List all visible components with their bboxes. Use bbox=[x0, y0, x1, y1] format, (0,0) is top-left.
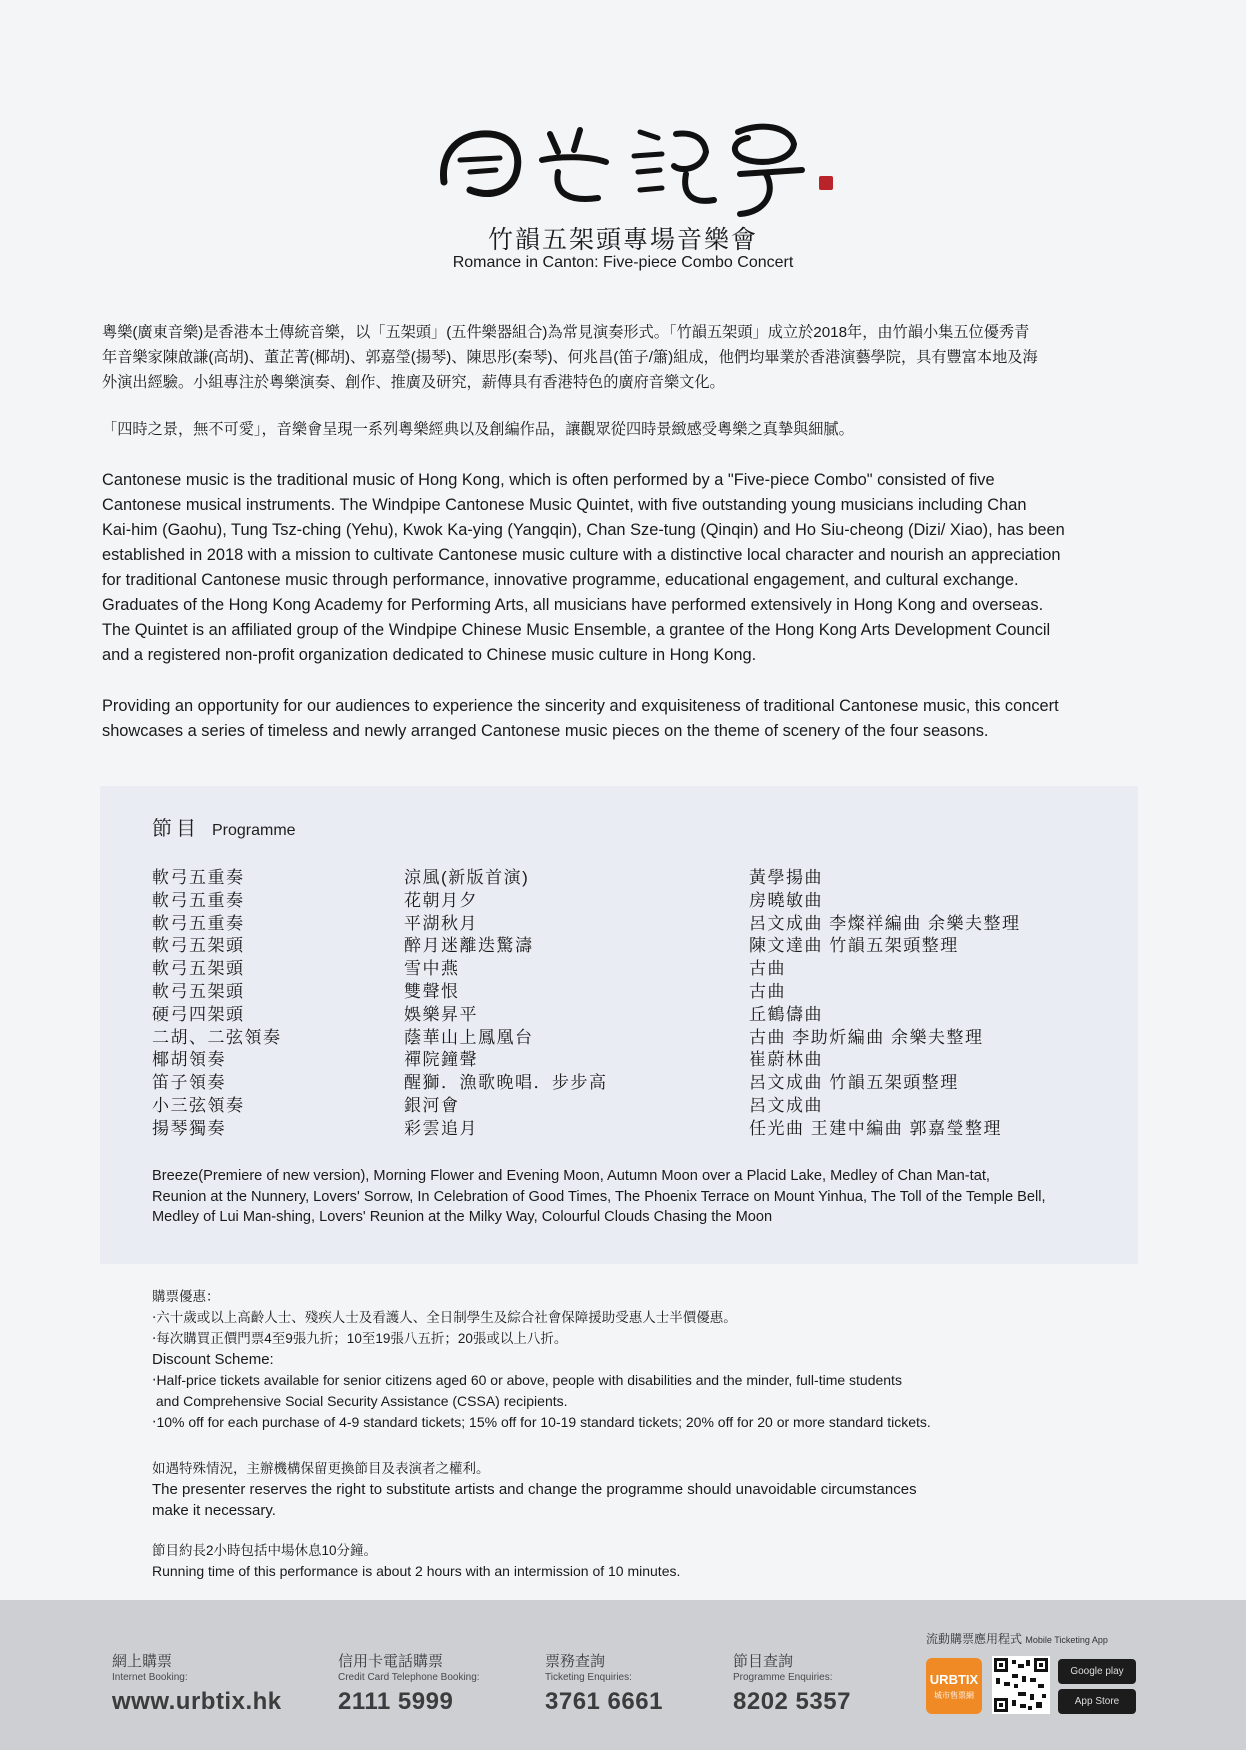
phone-booking-label-zh: 信用卡電話購票 bbox=[338, 1653, 444, 1670]
programme-credit: 古曲 bbox=[749, 981, 786, 1001]
text-line: Cantonese music is the traditional music of Hong Kong, which is often performed by a "Five-piece Combo" consisted of five bbox=[102, 471, 995, 489]
programme-title: 雙聲恨 bbox=[404, 981, 460, 1001]
programme-row bbox=[152, 935, 1112, 958]
programme-list bbox=[152, 867, 1112, 1141]
programme-credit: 呂文成曲 bbox=[749, 1095, 823, 1115]
programme-row bbox=[152, 890, 1112, 913]
red-seal-stamp bbox=[819, 176, 833, 190]
discount-item-en: ‧10% off for each purchase of 4-9 standard tickets; 15% off for 10-19 standard tickets; 20% off for 20 or more standard tickets. bbox=[152, 1414, 931, 1430]
programme-instrumentation: 軟弓五重奏 bbox=[152, 868, 245, 887]
calligraphy-logo bbox=[430, 112, 830, 222]
programme-instrumentation: 軟弓五架頭 bbox=[152, 936, 245, 956]
programme-credit: 呂文成曲 竹韻五架頭整理 bbox=[749, 1073, 959, 1093]
programme-credit: 黃學揚曲 bbox=[749, 868, 823, 887]
runtime-note-en: Running time of this performance is about 2 hours with an intermission of 10 minutes. bbox=[152, 1563, 681, 1579]
programme-enquiries bbox=[733, 1650, 851, 1716]
ticketing-enquiries-number: 3761 6661 bbox=[545, 1688, 663, 1715]
programme-row bbox=[152, 1004, 1112, 1027]
internet-booking bbox=[112, 1650, 282, 1716]
discount-scheme bbox=[152, 1286, 1152, 1433]
programme-title: 禪院鐘聲 bbox=[404, 1050, 478, 1070]
intro-zh-paragraph-1 bbox=[102, 320, 1142, 395]
programme-row bbox=[152, 1027, 1112, 1050]
programme-title: 蔭華山上鳳凰台 bbox=[404, 1027, 534, 1047]
text-line: Medley of Lui Man-shing, Lovers' Reunion at the Milky Way, Colourful Clouds Chasing the Moon bbox=[152, 1209, 773, 1225]
internet-booking-url[interactable]: www.urbtix.hk bbox=[112, 1688, 282, 1715]
discount-item-en: and Comprehensive Social Security Assistance (CSSA) recipients. bbox=[152, 1393, 568, 1409]
discount-item-zh: ‧六十歲或以上高齡人士、殘疾人士及看護人、全日制學生及綜合社會保障援助受惠人士半價優惠。 bbox=[152, 1310, 737, 1325]
programme-row bbox=[152, 1118, 1112, 1141]
programme-credit: 崔蔚林曲 bbox=[749, 1050, 823, 1070]
programme-credit: 陳文達曲 竹韻五架頭整理 bbox=[749, 936, 959, 956]
discount-item-zh: ‧每次購買正價門票4至9張九折；10至19張八五折；20張或以上八折。 bbox=[152, 1331, 568, 1346]
programme-instrumentation: 軟弓五重奏 bbox=[152, 913, 245, 933]
presenter-note-zh: 如遇特殊情況，主辦機構保留更換節目及表演者之權利。 bbox=[152, 1461, 490, 1476]
programme-instrumentation: 軟弓五重奏 bbox=[152, 890, 245, 910]
concert-title-zh: 竹韻五架頭專場音樂會 bbox=[487, 226, 758, 254]
programme-credit: 房曉敏曲 bbox=[749, 890, 823, 910]
programme-instrumentation: 二胡、二弦領奏 bbox=[152, 1027, 282, 1047]
urbtix-logo-text: URBTIX bbox=[929, 1672, 979, 1687]
text-line: The Quintet is an affiliated group of the Windpipe Chinese Music Ensemble, a grantee of the Hong Kong Arts Development Council bbox=[102, 621, 1051, 639]
phone-booking-number: 2111 5999 bbox=[338, 1688, 454, 1715]
programme-credit: 古曲 李助炘編曲 余樂夫整理 bbox=[749, 1027, 984, 1047]
text-line: established in 2018 with a mission to cultivate Cantonese music culture with a distinctive local character and nourish an appreciation bbox=[102, 546, 1061, 564]
mobile-app-label bbox=[926, 1630, 1108, 1647]
programme-title: 銀河會 bbox=[404, 1095, 460, 1115]
text-line: for traditional Cantonese music through performance, innovative programme, educational engagement, and cultural exchange. bbox=[102, 571, 1019, 589]
programme-instrumentation: 揚琴獨奏 bbox=[152, 1118, 226, 1138]
programme-enquiries-label-zh: 節目查詢 bbox=[733, 1653, 794, 1670]
urbtix-app-icon[interactable] bbox=[926, 1658, 982, 1714]
discount-heading-en: Discount Scheme: bbox=[152, 1351, 274, 1368]
programme-heading bbox=[152, 812, 296, 841]
text-line: 年音樂家陳啟謙(高胡)、董芷菁(椰胡)、郭嘉瑩(揚琴)、陳思彤(秦琴)、何兆昌(笛子/簫)組成，他們均畢業於香港演藝學院，具有豐富本地及海 bbox=[102, 349, 1038, 366]
internet-booking-label-en: Internet Booking: bbox=[112, 1672, 188, 1683]
programme-credit: 古曲 bbox=[749, 959, 786, 979]
programme-enquiries-label-en: Programme Enquiries: bbox=[733, 1672, 833, 1683]
programme-instrumentation: 軟弓五架頭 bbox=[152, 981, 245, 1001]
presenter-note bbox=[152, 1458, 1152, 1521]
programme-row bbox=[152, 867, 1112, 890]
text-line: Cantonese musical instruments. The Windpipe Cantonese Music Quintet, with five outstanding young musicians including Chan bbox=[102, 496, 1027, 514]
runtime-note bbox=[152, 1540, 1152, 1582]
discount-heading-zh: 購票優惠： bbox=[152, 1289, 220, 1304]
programme-title: 涼風(新版首演) bbox=[404, 868, 530, 887]
google-play-badge[interactable]: Google play bbox=[1058, 1659, 1136, 1684]
intro-en-paragraph-1 bbox=[102, 468, 1152, 668]
phone-booking-label-en: Credit Card Telephone Booking: bbox=[338, 1672, 480, 1683]
text-line: Reunion at the Nunnery, Lovers' Sorrow, In Celebration of Good Times, The Phoenix Terrace on Mount Yinhua, The Toll of the Temple Bell, bbox=[152, 1188, 1046, 1205]
text-line: 外演出經驗。小組專注於粵樂演奏、創作、推廣及研究，薪傳具有香港特色的廣府音樂文化。 bbox=[102, 374, 725, 391]
presenter-note-en: make it necessary. bbox=[152, 1502, 276, 1519]
programme-instrumentation: 笛子領奏 bbox=[152, 1073, 226, 1093]
programme-title: 醉月迷離迭驚濤 bbox=[404, 936, 534, 956]
programme-title: 平湖秋月 bbox=[404, 913, 478, 933]
programme-enquiries-number: 8202 5357 bbox=[733, 1688, 851, 1715]
programme-credit: 任光曲 王建中編曲 郭嘉瑩整理 bbox=[749, 1118, 1002, 1138]
programme-title: 娛樂昇平 bbox=[404, 1004, 478, 1024]
programme-title: 醒獅．漁歌晚唱．步步高 bbox=[404, 1073, 608, 1093]
programme-row bbox=[152, 1049, 1112, 1072]
text-line: Graduates of the Hong Kong Academy for Performing Arts, all musicians have performed extensively in Hong Kong and overseas. bbox=[102, 596, 1044, 614]
qr-code-icon[interactable] bbox=[992, 1656, 1050, 1714]
programme-section bbox=[100, 786, 1138, 1264]
intro-en-paragraph-2 bbox=[102, 694, 1152, 744]
urbtix-logo-sub: 城市售票網 bbox=[934, 1691, 974, 1700]
programme-row bbox=[152, 1095, 1112, 1118]
programme-row bbox=[152, 913, 1112, 936]
text-line: and a registered non-profit organization dedicated to Chinese music culture in Hong Kong. bbox=[102, 646, 757, 664]
programme-title: 雪中燕 bbox=[404, 959, 460, 979]
programme-instrumentation: 軟弓五架頭 bbox=[152, 959, 245, 979]
programme-heading-en: Programme bbox=[212, 822, 296, 839]
mobile-app-label-en: Mobile Ticketing App bbox=[1025, 1635, 1108, 1645]
programme-row bbox=[152, 981, 1112, 1004]
programme-instrumentation: 硬弓四架頭 bbox=[152, 1004, 245, 1024]
programme-instrumentation: 椰胡領奏 bbox=[152, 1050, 226, 1070]
mobile-app-label-zh: 流動購票應用程式 bbox=[926, 1632, 1023, 1646]
programme-instrumentation: 小三弦領奏 bbox=[152, 1095, 245, 1115]
text-line: showcases a series of timeless and newly arranged Cantonese music pieces on the theme of scenery of the four seasons. bbox=[102, 722, 989, 740]
programme-credit: 呂文成曲 李燦祥編曲 余樂夫整理 bbox=[749, 913, 1021, 933]
phone-booking bbox=[338, 1650, 480, 1716]
discount-item-en: ‧Half-price tickets available for senior citizens aged 60 or above, people with disabilities and the minder, full-time students bbox=[152, 1372, 902, 1388]
programme-title: 花朝月夕 bbox=[404, 890, 478, 910]
ticketing-enquiries-label-en: Ticketing Enquiries: bbox=[545, 1672, 632, 1683]
programme-heading-zh: 節目 bbox=[152, 818, 200, 840]
programme-en-titles bbox=[152, 1166, 1112, 1228]
text-line: Breeze(Premiere of new version), Morning Flower and Evening Moon, Autumn Moon over a Placid Lake, Medley of Chan Man-tat, bbox=[152, 1168, 990, 1184]
text-line: 粵樂(廣東音樂)是香港本土傳統音樂，以「五架頭」(五件樂器組合)為常見演奏形式。「竹韻五架頭」成立於2018年，由竹韻小集五位優秀青 bbox=[102, 324, 1030, 341]
programme-row bbox=[152, 1072, 1112, 1095]
concert-title-en: Romance in Canton: Five-piece Combo Concert bbox=[452, 254, 794, 271]
ticketing-enquiries-label-zh: 票務查詢 bbox=[545, 1653, 606, 1670]
programme-title: 彩雲追月 bbox=[404, 1118, 478, 1138]
text-line: Providing an opportunity for our audiences to experience the sincerity and exquisiteness of traditional Cantonese music, this concert bbox=[102, 697, 1059, 715]
intro-zh-paragraph-2: 「四時之景，無不可愛」，音樂會呈現一系列粵樂經典以及創編作品，讓觀眾從四時景緻感受粵樂之真摯與細膩。 bbox=[102, 421, 854, 438]
programme-row bbox=[152, 958, 1112, 981]
ticketing-enquiries bbox=[545, 1650, 663, 1716]
programme-credit: 丘鶴儔曲 bbox=[749, 1004, 823, 1024]
app-store-badge[interactable]: App Store bbox=[1058, 1689, 1136, 1714]
ticketing-footer bbox=[0, 1600, 1246, 1750]
internet-booking-label-zh: 網上購票 bbox=[112, 1653, 173, 1670]
text-line: Kai-him (Gaohu), Tung Tsz-ching (Yehu), Kwok Ka-ying (Yangqin), Chan Sze-tung (Qinqin) and Ho Siu-cheong (Dizi/ Xiao), has been bbox=[102, 521, 1065, 539]
runtime-note-zh: 節目約長2小時包括中場休息10分鐘。 bbox=[152, 1543, 378, 1558]
presenter-note-en: The presenter reserves the right to substitute artists and change the programme should unavoidable circumstances bbox=[152, 1481, 917, 1498]
